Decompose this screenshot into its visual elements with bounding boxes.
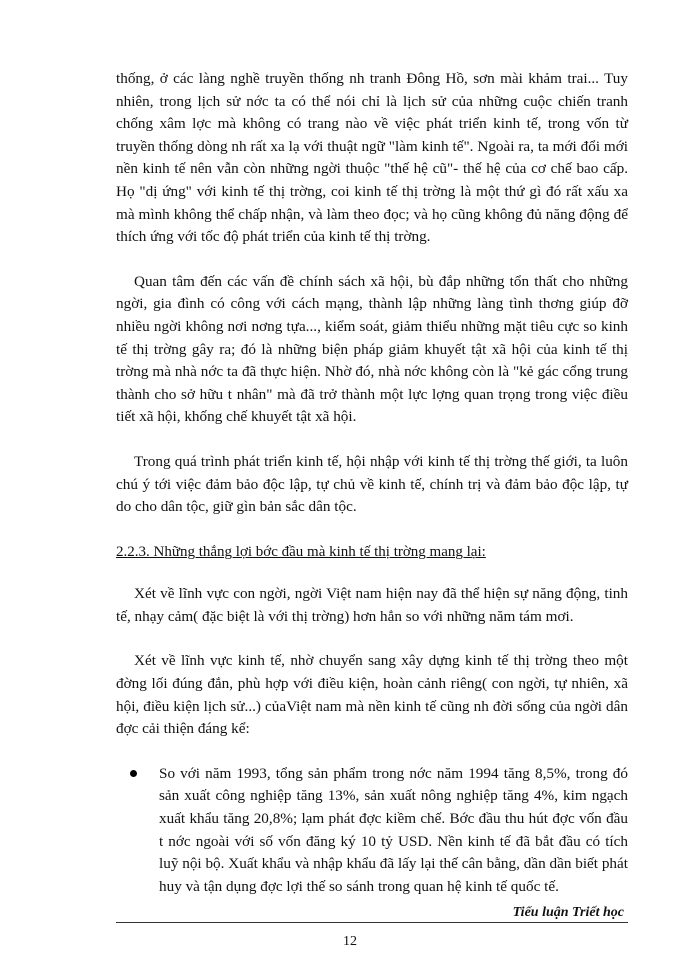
section-heading: 2.2.3. Những thắng lợi bớc đầu mà kinh tế thị trờng mang lại: [116, 543, 486, 560]
bullet-text: So với năm 1993, tổng sản phẩm trong nớc năm 1994 tăng 8,5%, trong đó sản xuất công nghiệp tăng 13%, sản xuất nông nghiệp tăng 4%, kim ngạch xuất khẩu tăng 20,8%; lạm phát đợc kiềm chế. Bớc đầu thu hút đợc vốn đầu t nớc ngoài với số vốn đăng ký 10 tỷ USD. Nền kinh tế đã bắt đầu có tích luỹ nội bộ. Xuất khẩu và nhập khẩu đã lấy lại thế cân bằng, dần dần biết phát huy và tận dụng đợc lợi thế so sánh trong quan hệ kinh tế quốc tế. [159, 764, 628, 895]
paragraph-3: Trong quá trình phát triển kinh tế, hội nhập với kinh tế thị trờng thế giới, ta luôn chú ý tới việc đảm bảo độc lập, tự chủ về kinh tế, chính trị và đảm bảo độc lập, tự do cho dân tộc, giữ gìn bản sắc dân tộc. [116, 452, 628, 516]
section-paragraph-2: Xét về lĩnh vực kinh tế, nhờ chuyển sang xây dựng kinh tế thị trờng theo một đờng lối đúng đắn, phù hợp với điều kiện, hoàn cảnh riêng( con ngời, tự nhiên, xã hội, điều kiện lịch sử...) củaViệt nam mà nền kinh tế cũng nh đời sống của ngời dân đợc cải thiện đáng kể: [116, 652, 628, 738]
footer-divider [116, 922, 628, 923]
footer-label: Tiểu luận Triết học [512, 905, 624, 920]
bullet-list [116, 763, 628, 899]
document-body [116, 68, 628, 898]
paragraph-2: Quan tâm đến các vấn đề chính sách xã hội, bù đắp những tổn thất cho những ngời, gia đình có công với cách mạng, thành lập những làng tình thơng giúp đỡ nhiều ngời không nơi nơng tựa..., kiểm soát, giảm thiểu những mặt tiêu cực so kinh tế thị trờng gây ra; đó là những biện pháp giảm khuyết tật xã hội của kinh tế thị trờng mà nhà nớc ta đã thực hiện. Nhờ đó, nhà nớc không còn là "kẻ gác cổng trung thành cho sở hữu t nhân" mà đã trở thành một lực lợng quan trọng trong việc điều tiết xã hội, khống chế khuyết tật xã hội. [116, 272, 628, 426]
bullet-dot-icon [130, 770, 137, 777]
paragraph-1: thống, ở các làng nghề truyền thống nh tranh Đông Hồ, sơn mài khảm trai... Tuy nhiên, trong lịch sử nớc ta có thể nói chỉ là lịch sử của những cuộc chiến tranh chống xâm lợc mà không có trang nào về việc phát triển kinh tế, trong vốn từ truyền thống dòng nh rất xa lạ với thuật ngữ "làm kinh tế". Ngoài ra, ta mới đổi mới nền kinh tế nên vẫn còn những ngời thuộc "thế hệ cũ"- thế hệ của cơ chế bao cấp. Họ "dị ứng" với kinh tế thị trờng, coi kinh tế thị trờng là một thứ gì đó rất xấu xa mà mình không thể chấp nhận, và làm theo đọc; và họ cũng không đủ năng động để thích ứng với tốc độ phát triển của kinh tế thị trờng. [116, 70, 628, 246]
section-paragraph-1: Xét về lĩnh vực con ngời, ngời Việt nam hiện nay đã thể hiện sự năng động, tinh tế, nhạy cảm( đặc biệt là với thị trờng) hơn hẳn so với những năm tám mơi. [116, 585, 628, 625]
page-number: 12 [343, 934, 357, 949]
list-item [116, 763, 628, 899]
